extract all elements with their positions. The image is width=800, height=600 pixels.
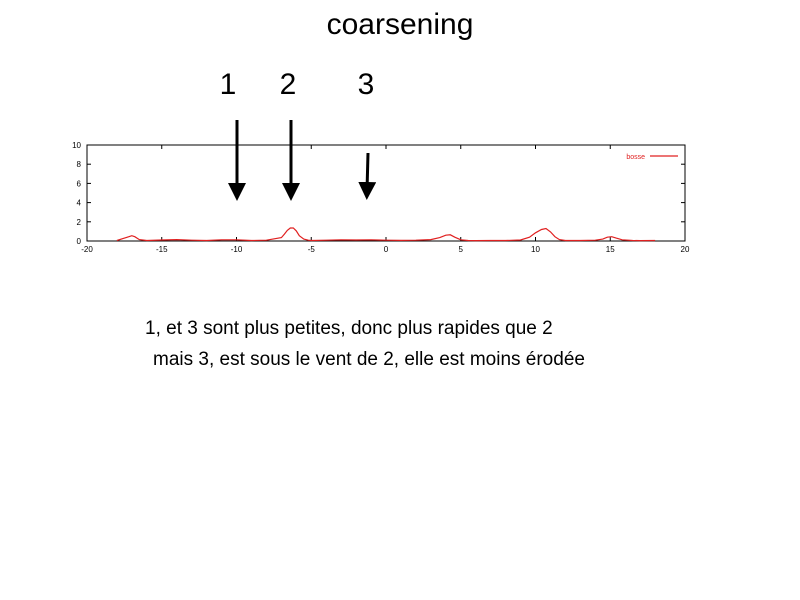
legend-label: bosse: [626, 154, 645, 161]
x-tick-label: -15: [155, 245, 168, 254]
x-tick-label: -10: [230, 245, 243, 254]
x-tick-label: 15: [605, 245, 615, 254]
slide-title: coarsening: [326, 8, 474, 41]
legend: [626, 154, 678, 161]
axis-ticks: [72, 141, 690, 254]
x-tick-label: 5: [458, 245, 463, 254]
x-tick-label: 0: [383, 245, 389, 254]
y-tick-label: 8: [76, 160, 81, 170]
caption-line-2: mais 3, est sous le vent de 2, elle est moins érodée: [153, 349, 585, 370]
dune-label-2: 2: [279, 68, 297, 101]
arrow-3: [367, 153, 368, 191]
y-tick-label: 10: [72, 141, 81, 150]
x-tick-label: -5: [307, 245, 315, 254]
y-tick-label: 6: [76, 179, 81, 189]
y-tick-label: 0: [76, 237, 81, 246]
x-tick-label: 10: [531, 245, 540, 254]
y-tick-label: 2: [76, 217, 81, 227]
dune-label-3: 3: [357, 68, 375, 101]
y-tick-label: 4: [76, 198, 81, 208]
plot-frame: [87, 145, 685, 241]
caption-line-1: 1, et 3 sont plus petites, donc plus rapides que 2: [145, 318, 553, 339]
x-tick-label: -20: [81, 245, 93, 254]
dune-label-1: 1: [219, 68, 237, 101]
x-tick-label: 20: [680, 245, 690, 254]
